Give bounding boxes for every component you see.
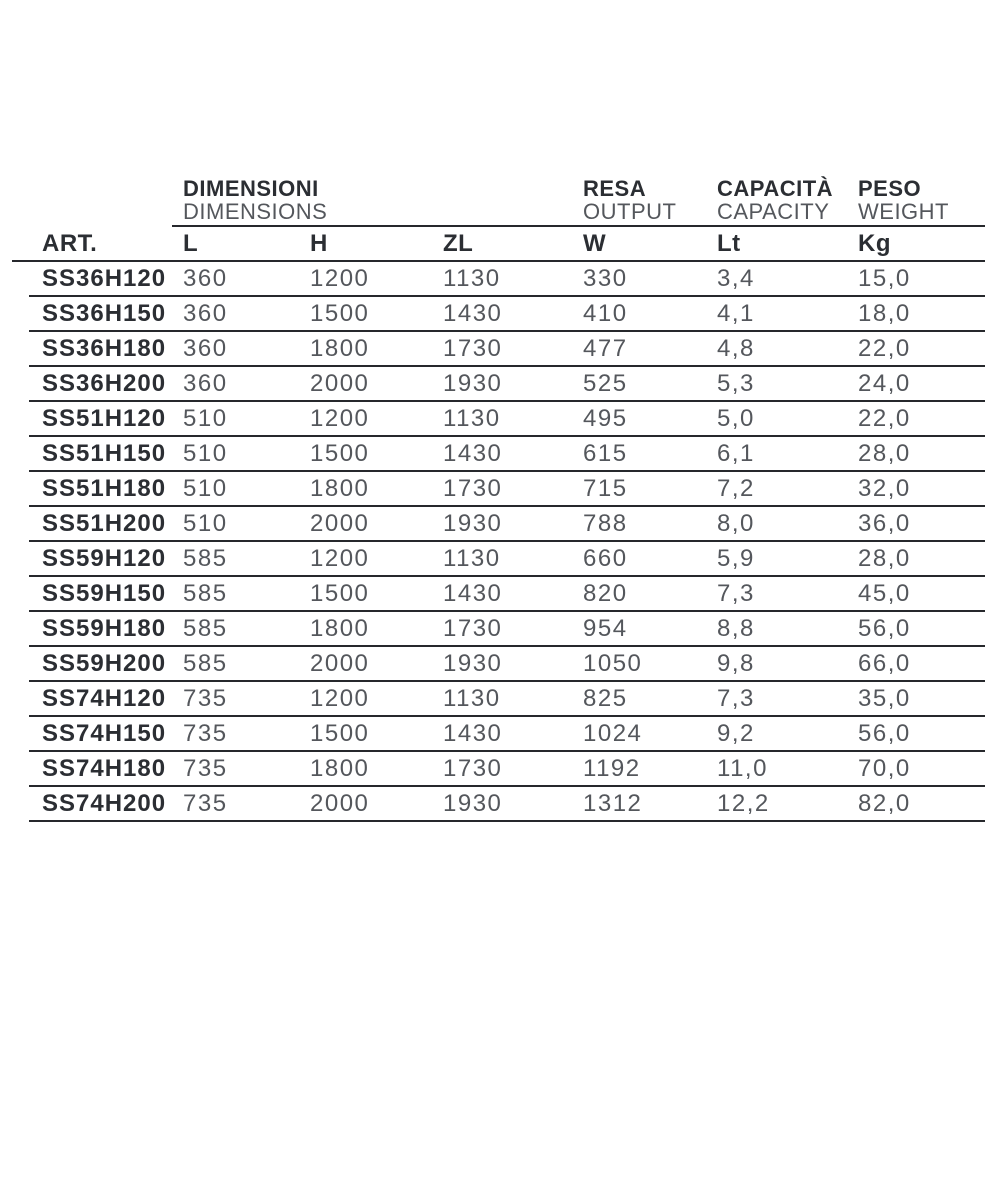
l-value-cell: 585 xyxy=(183,579,228,607)
kg-value-cell: 18,0 xyxy=(858,299,911,327)
w-value-cell: 820 xyxy=(583,579,628,607)
group-subtitle-weight: WEIGHT xyxy=(858,199,949,224)
w-value-cell: 330 xyxy=(583,264,628,292)
spec-table xyxy=(12,177,985,822)
table-row xyxy=(29,402,985,437)
h-value-cell: 1500 xyxy=(310,439,370,467)
l-value-cell: 735 xyxy=(183,684,228,712)
h-value-cell: 1800 xyxy=(310,474,370,502)
h-value-cell: 1200 xyxy=(310,264,370,292)
table-row xyxy=(29,297,985,332)
table-body xyxy=(12,262,985,822)
group-title-capacita: CAPACITÀ xyxy=(717,176,834,201)
group-title-resa: RESA xyxy=(583,176,647,201)
art-code-cell: SS51H180 xyxy=(42,474,167,502)
lt-value-cell: 4,1 xyxy=(717,299,755,327)
h-value-cell: 2000 xyxy=(310,369,370,397)
l-value-cell: 735 xyxy=(183,789,228,817)
lt-value-cell: 6,1 xyxy=(717,439,755,467)
lt-value-cell: 8,0 xyxy=(717,509,755,537)
column-header-art: ART. xyxy=(42,229,98,257)
column-header-lt: Lt xyxy=(717,229,741,257)
column-header-kg: Kg xyxy=(858,229,891,257)
table-row xyxy=(29,437,985,472)
lt-value-cell: 9,8 xyxy=(717,649,755,677)
art-code-cell: SS36H150 xyxy=(42,299,167,327)
group-output xyxy=(583,177,717,223)
l-value-cell: 585 xyxy=(183,649,228,677)
lt-value-cell: 5,3 xyxy=(717,369,755,397)
kg-value-cell: 45,0 xyxy=(858,579,911,607)
h-value-cell: 2000 xyxy=(310,649,370,677)
zl-value-cell: 1430 xyxy=(443,719,503,747)
table-row xyxy=(29,717,985,752)
kg-value-cell: 36,0 xyxy=(858,509,911,537)
art-code-cell: SS59H180 xyxy=(42,614,167,642)
h-value-cell: 2000 xyxy=(310,509,370,537)
zl-value-cell: 1930 xyxy=(443,789,503,817)
w-value-cell: 954 xyxy=(583,614,628,642)
l-value-cell: 510 xyxy=(183,439,228,467)
l-value-cell: 735 xyxy=(183,719,228,747)
zl-value-cell: 1730 xyxy=(443,614,503,642)
table-row xyxy=(29,577,985,612)
zl-value-cell: 1130 xyxy=(443,684,501,712)
art-code-cell: SS51H200 xyxy=(42,509,167,537)
kg-value-cell: 22,0 xyxy=(858,334,911,362)
kg-value-cell: 35,0 xyxy=(858,684,911,712)
lt-value-cell: 11,0 xyxy=(717,754,768,782)
h-value-cell: 1200 xyxy=(310,404,370,432)
art-code-cell: SS36H200 xyxy=(42,369,167,397)
zl-value-cell: 1130 xyxy=(443,264,501,292)
table-row xyxy=(29,262,985,297)
h-value-cell: 1800 xyxy=(310,334,370,362)
group-title-peso: PESO xyxy=(858,176,922,201)
w-value-cell: 1192 xyxy=(583,754,641,782)
kg-value-cell: 56,0 xyxy=(858,719,911,747)
table-row xyxy=(29,472,985,507)
zl-value-cell: 1730 xyxy=(443,754,503,782)
kg-value-cell: 28,0 xyxy=(858,439,911,467)
art-code-cell: SS59H200 xyxy=(42,649,167,677)
table-row xyxy=(29,647,985,682)
art-code-cell: SS74H200 xyxy=(42,789,167,817)
l-value-cell: 360 xyxy=(183,264,228,292)
zl-value-cell: 1430 xyxy=(443,439,503,467)
kg-value-cell: 66,0 xyxy=(858,649,911,677)
column-group-header-row xyxy=(12,177,985,225)
lt-value-cell: 9,2 xyxy=(717,719,755,747)
zl-value-cell: 1130 xyxy=(443,404,501,432)
lt-value-cell: 4,8 xyxy=(717,334,755,362)
w-value-cell: 410 xyxy=(583,299,628,327)
w-value-cell: 825 xyxy=(583,684,628,712)
group-subtitle-output: OUTPUT xyxy=(583,199,677,224)
h-value-cell: 1200 xyxy=(310,544,370,572)
kg-value-cell: 70,0 xyxy=(858,754,911,782)
w-value-cell: 660 xyxy=(583,544,628,572)
art-code-cell: SS51H150 xyxy=(42,439,167,467)
h-value-cell: 2000 xyxy=(310,789,370,817)
l-value-cell: 735 xyxy=(183,754,228,782)
table-row xyxy=(29,787,985,822)
h-value-cell: 1500 xyxy=(310,299,370,327)
l-value-cell: 585 xyxy=(183,544,228,572)
w-value-cell: 615 xyxy=(583,439,628,467)
kg-value-cell: 32,0 xyxy=(858,474,911,502)
art-code-cell: SS59H150 xyxy=(42,579,167,607)
art-code-cell: SS74H180 xyxy=(42,754,167,782)
h-value-cell: 1800 xyxy=(310,614,370,642)
column-header-w: W xyxy=(583,229,607,257)
w-value-cell: 788 xyxy=(583,509,628,537)
table-row xyxy=(29,542,985,577)
table-row xyxy=(29,682,985,717)
art-code-cell: SS59H120 xyxy=(42,544,167,572)
h-value-cell: 1800 xyxy=(310,754,370,782)
h-value-cell: 1500 xyxy=(310,579,370,607)
lt-value-cell: 7,2 xyxy=(717,474,755,502)
zl-value-cell: 1930 xyxy=(443,509,503,537)
l-value-cell: 510 xyxy=(183,509,228,537)
group-capacity xyxy=(717,177,858,223)
l-value-cell: 360 xyxy=(183,299,228,327)
zl-value-cell: 1430 xyxy=(443,299,503,327)
kg-value-cell: 82,0 xyxy=(858,789,911,817)
art-code-cell: SS51H120 xyxy=(42,404,167,432)
l-value-cell: 510 xyxy=(183,474,228,502)
kg-value-cell: 56,0 xyxy=(858,614,911,642)
l-value-cell: 585 xyxy=(183,614,228,642)
w-value-cell: 477 xyxy=(583,334,628,362)
l-value-cell: 360 xyxy=(183,334,228,362)
table-row xyxy=(29,507,985,542)
lt-value-cell: 7,3 xyxy=(717,684,755,712)
kg-value-cell: 15,0 xyxy=(858,264,911,292)
w-value-cell: 1050 xyxy=(583,649,643,677)
zl-value-cell: 1730 xyxy=(443,474,503,502)
lt-value-cell: 12,2 xyxy=(717,789,770,817)
column-header-h: H xyxy=(310,229,328,257)
art-code-cell: SS74H120 xyxy=(42,684,167,712)
art-code-cell: SS36H120 xyxy=(42,264,167,292)
column-header-l: L xyxy=(183,229,199,257)
h-value-cell: 1200 xyxy=(310,684,370,712)
group-dimensions xyxy=(183,177,583,223)
art-code-cell: SS74H150 xyxy=(42,719,167,747)
column-header-row xyxy=(12,227,985,262)
l-value-cell: 360 xyxy=(183,369,228,397)
w-value-cell: 715 xyxy=(583,474,628,502)
group-subtitle-dimensions: DIMENSIONS xyxy=(183,199,328,224)
table-row xyxy=(29,332,985,367)
w-value-cell: 525 xyxy=(583,369,628,397)
lt-value-cell: 5,9 xyxy=(717,544,755,572)
kg-value-cell: 22,0 xyxy=(858,404,911,432)
zl-value-cell: 1730 xyxy=(443,334,503,362)
column-header-zl: ZL xyxy=(443,229,474,257)
w-value-cell: 1312 xyxy=(583,789,643,817)
kg-value-cell: 28,0 xyxy=(858,544,911,572)
lt-value-cell: 3,4 xyxy=(717,264,755,292)
lt-value-cell: 8,8 xyxy=(717,614,755,642)
table-row xyxy=(29,752,985,787)
zl-value-cell: 1930 xyxy=(443,649,503,677)
lt-value-cell: 7,3 xyxy=(717,579,755,607)
lt-value-cell: 5,0 xyxy=(717,404,755,432)
table-row xyxy=(29,367,985,402)
w-value-cell: 1024 xyxy=(583,719,643,747)
w-value-cell: 495 xyxy=(583,404,628,432)
table-row xyxy=(29,612,985,647)
group-subtitle-capacity: CAPACITY xyxy=(717,199,830,224)
zl-value-cell: 1130 xyxy=(443,544,501,572)
art-code-cell: SS36H180 xyxy=(42,334,167,362)
kg-value-cell: 24,0 xyxy=(858,369,911,397)
group-title-dimensioni: DIMENSIONI xyxy=(183,176,319,201)
group-weight xyxy=(858,177,985,223)
zl-value-cell: 1430 xyxy=(443,579,503,607)
h-value-cell: 1500 xyxy=(310,719,370,747)
l-value-cell: 510 xyxy=(183,404,228,432)
zl-value-cell: 1930 xyxy=(443,369,503,397)
